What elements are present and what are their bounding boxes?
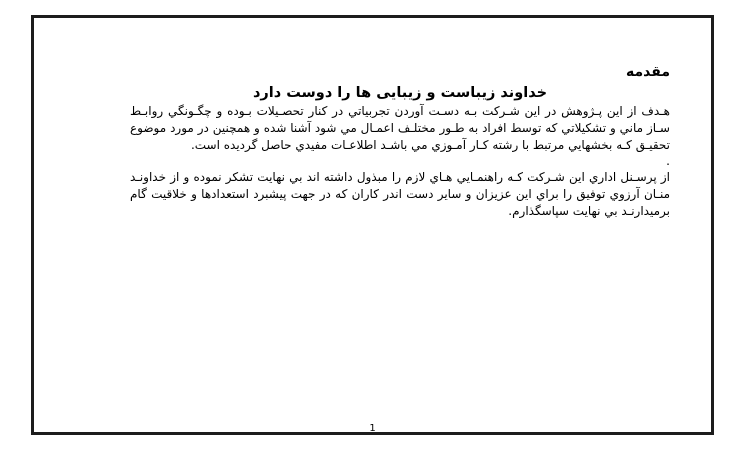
page-number: 1 <box>369 423 376 434</box>
document-page <box>31 15 714 435</box>
paragraph-separator: . <box>666 154 670 169</box>
page-body <box>130 61 670 220</box>
paragraph-intro: هـدف از این پـژوهش در این شـرکت بـه دسـت آوردن تجربیاتي در کنار تحصـیلات بـوده و چگـونگي روابـط سـاز ماني و تشکیلاتي که توسط افراد به طـور مختلـف اعمـال مي شود آشنا شده و همچنین در مورد موضوع تحقیـق کـه بخشهایي مرتبط با رشته کـار آمـوزي مي باشـد اطلاعـات مفیدي حاصل گردیده است. <box>130 104 670 152</box>
page-subtitle: خداوند زیباست و زیبایی ها را دوست دارد <box>252 85 548 101</box>
paragraph-acknowledgement: از پرسـنل اداري این شـرکت کـه راهنمـایي هـاي لازم را مبذول داشته اند بي نهایت تشکر نموده و از خداونـد منـان آرزوي توفیق را براي این عزیزان و سایر دست اندر کاران که در جهت پیشبرد استعدادها و خلاقیت گام برمیدارنـد بي نهایت سپاسگذارم. <box>130 170 670 218</box>
section-heading: مقدمه <box>626 64 670 80</box>
